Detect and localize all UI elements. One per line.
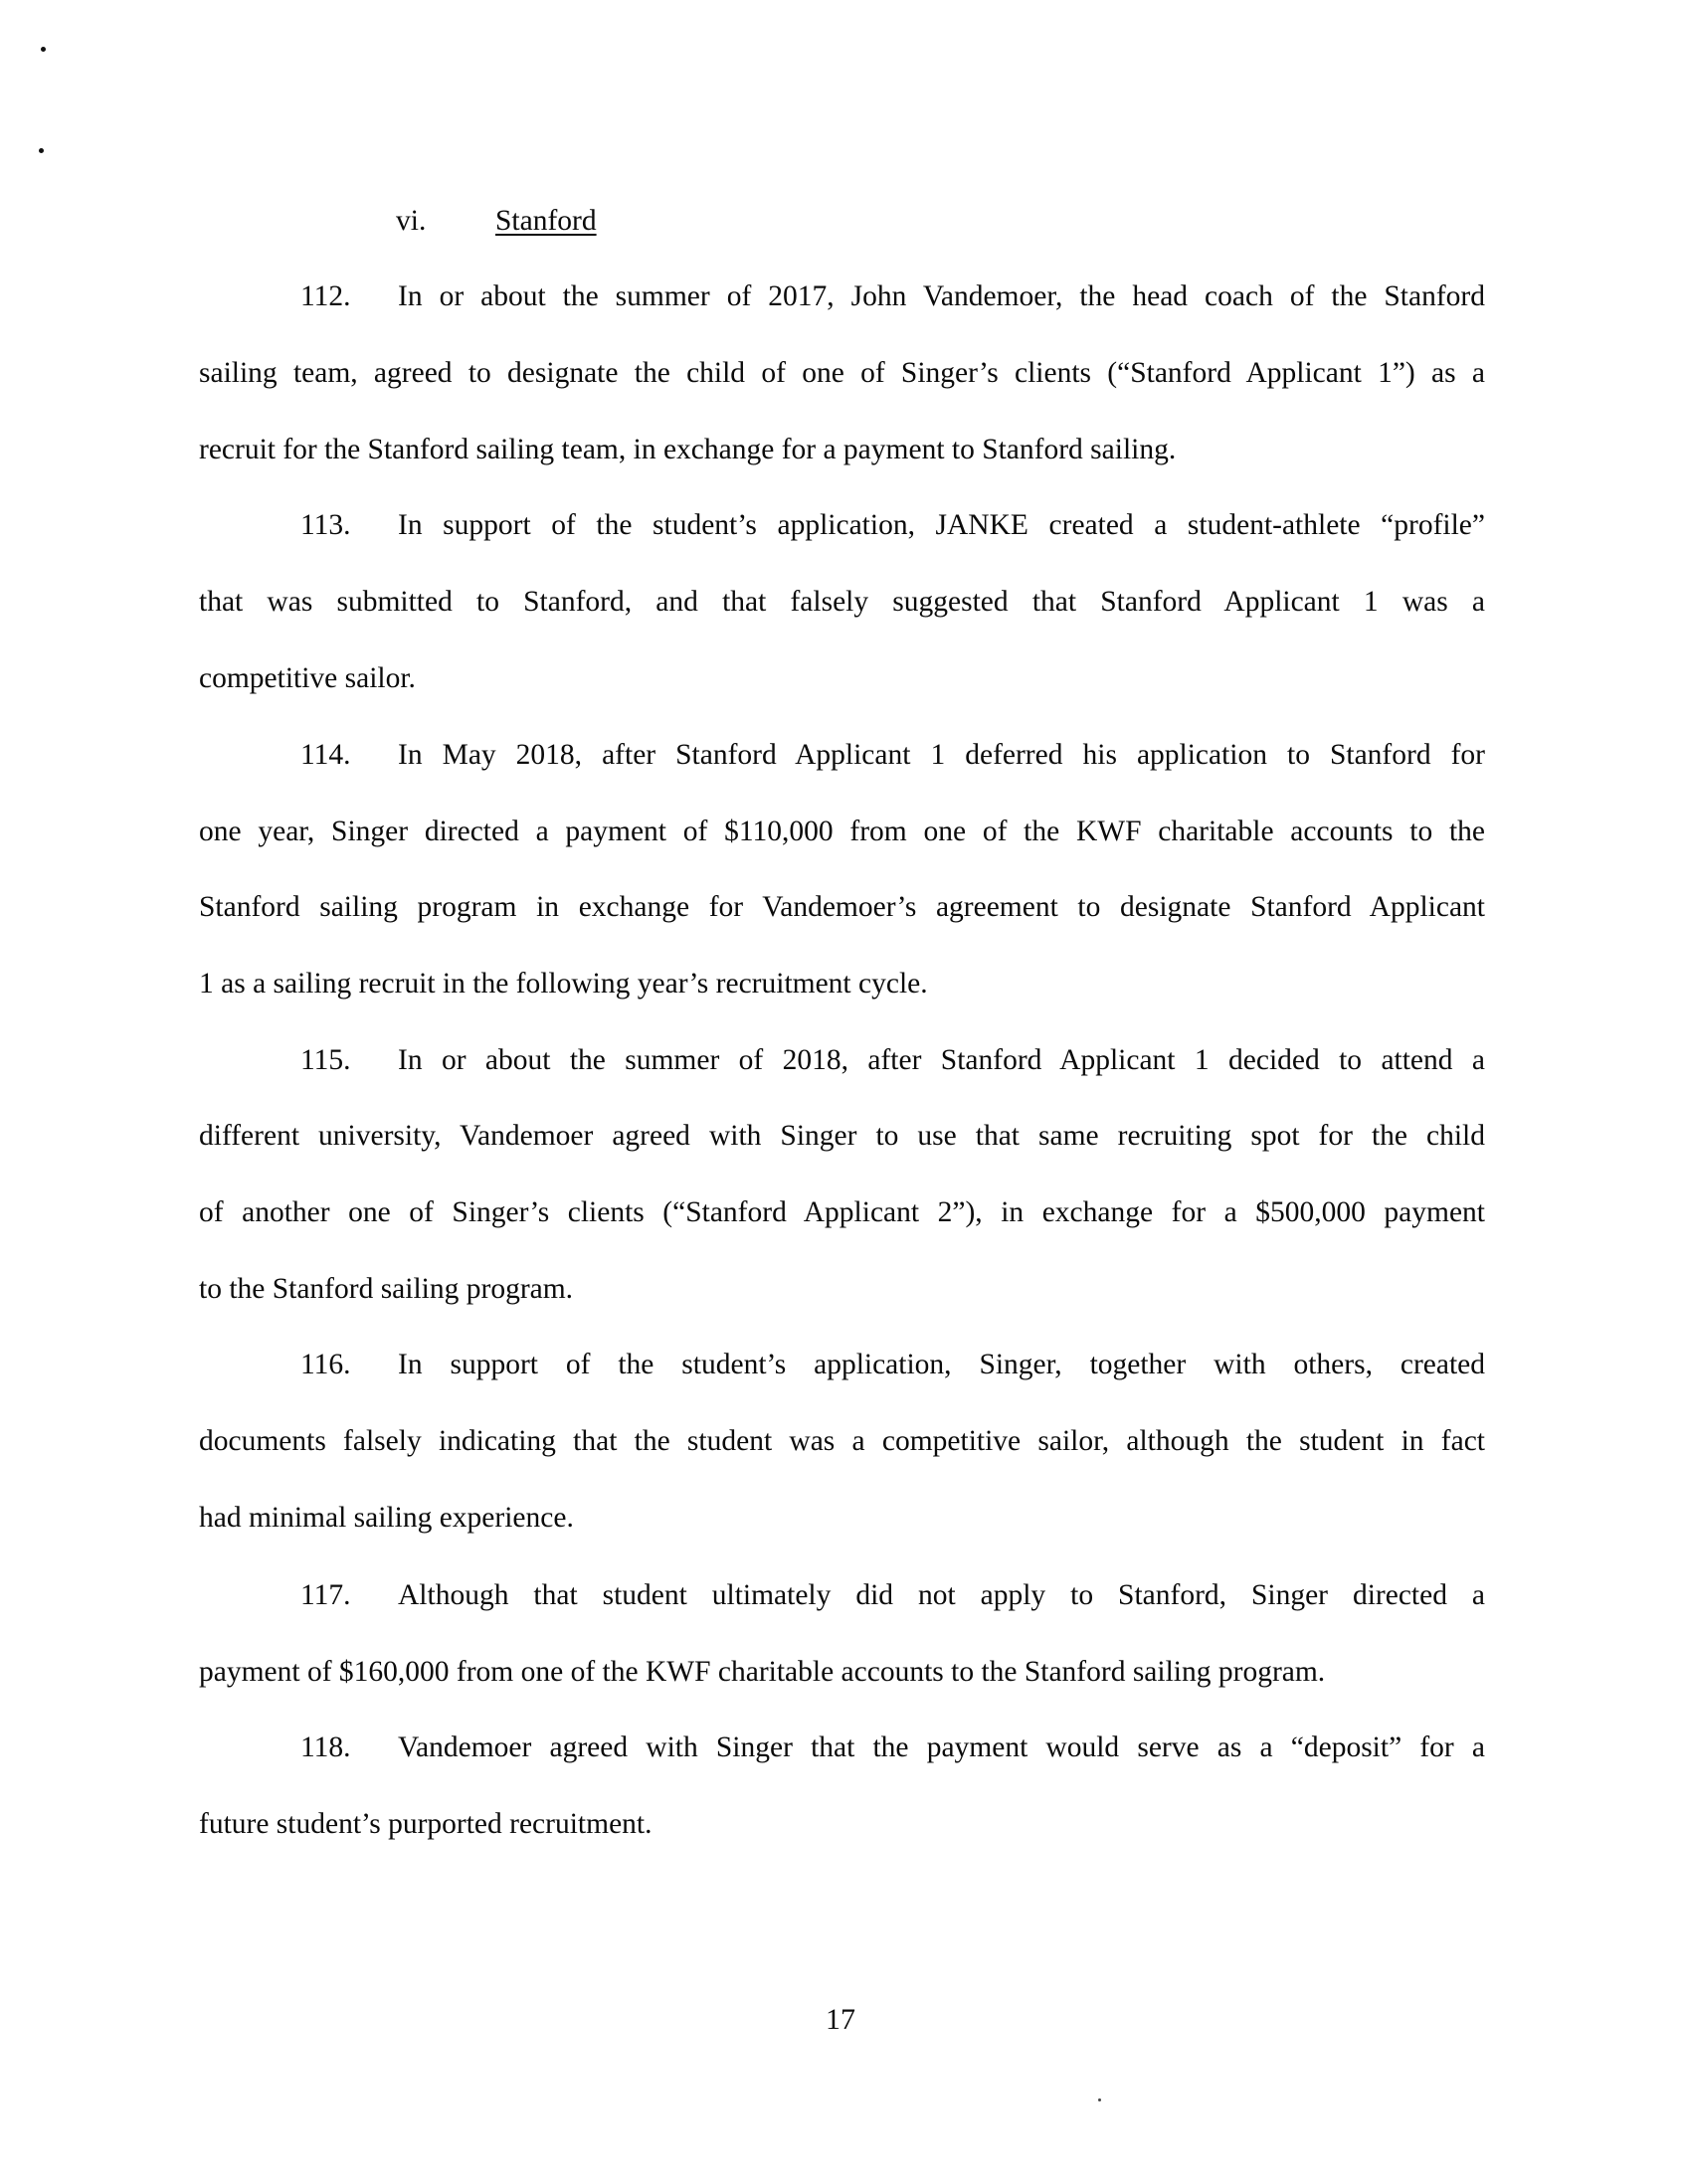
paragraph-number: 114. — [300, 739, 351, 771]
paragraph-line: sailing team, agreed to designate the child of one of Singer’s clients (“Stanford Applicant 1”) as a — [199, 357, 1485, 389]
paragraph-line: different university, Vandemoer agreed with Singer to use that same recruiting spot for the child — [199, 1120, 1485, 1152]
paragraph-first-line — [199, 737, 1485, 773]
section-title: Stanford — [495, 205, 597, 237]
section-number: vi. — [396, 205, 427, 237]
scan-speck — [41, 47, 46, 52]
paragraph-line: 1 as a sailing recruit in the following year’s recruitment cycle. — [199, 968, 928, 1000]
section-heading — [199, 203, 1485, 239]
paragraph-line: documents falsely indicating that the student was a competitive sailor, although the student in fact — [199, 1425, 1485, 1457]
page-number: 17 — [826, 2003, 855, 2036]
paragraph-number: 112. — [300, 280, 351, 312]
paragraph-line: one year, Singer directed a payment of $110,000 from one of the KWF charitable accounts to the — [199, 816, 1485, 847]
paragraph-text: Vandemoer agreed with Singer that the payment would serve as a “deposit” for a — [398, 1731, 1485, 1763]
paragraph-line: recruit for the Stanford sailing team, in exchange for a payment to Stanford sailing. — [199, 434, 1177, 465]
paragraph-text: In or about the summer of 2017, John Vandemoer, the head coach of the Stanford — [398, 280, 1485, 312]
scan-speck — [1098, 2098, 1101, 2101]
paragraph-line: had minimal sailing experience. — [199, 1502, 574, 1534]
paragraph-first-line — [199, 278, 1485, 314]
paragraph-text: Although that student ultimately did not apply to Stanford, Singer directed a — [398, 1579, 1485, 1611]
paragraph-number: 115. — [300, 1044, 351, 1076]
paragraph-text: In May 2018, after Stanford Applicant 1 deferred his application to Stanford for — [398, 739, 1485, 771]
paragraph-text: In support of the student’s application, JANKE created a student-athlete “profile” — [398, 509, 1485, 541]
paragraph-number: 113. — [300, 509, 351, 541]
scan-speck — [39, 148, 44, 153]
paragraph-line: payment of $160,000 from one of the KWF charitable accounts to the Stanford sailing program. — [199, 1656, 1326, 1688]
paragraph-text: In or about the summer of 2018, after Stanford Applicant 1 decided to attend a — [398, 1044, 1485, 1076]
paragraph-first-line — [199, 1042, 1485, 1078]
paragraph-line: Stanford sailing program in exchange for Vandemoer’s agreement to designate Stanford Applicant — [199, 891, 1485, 923]
paragraph-line: to the Stanford sailing program. — [199, 1273, 574, 1305]
paragraph-first-line — [199, 1577, 1485, 1613]
paragraph-number: 118. — [300, 1731, 351, 1763]
paragraph-first-line — [199, 1347, 1485, 1382]
paragraph-text: In support of the student’s application, Singer, together with others, created — [398, 1349, 1485, 1380]
paragraph-number: 117. — [300, 1579, 351, 1611]
paragraph-line: that was submitted to Stanford, and that falsely suggested that Stanford Applicant 1 was a — [199, 586, 1485, 618]
paragraph-line: competitive sailor. — [199, 662, 416, 694]
paragraph-first-line — [199, 1729, 1485, 1765]
paragraph-line: of another one of Singer’s clients (“Stanford Applicant 2”), in exchange for a $500,000 payment — [199, 1196, 1485, 1228]
paragraph-line: future student’s purported recruitment. — [199, 1808, 653, 1840]
paragraph-number: 116. — [300, 1349, 351, 1380]
paragraph-first-line — [199, 507, 1485, 543]
